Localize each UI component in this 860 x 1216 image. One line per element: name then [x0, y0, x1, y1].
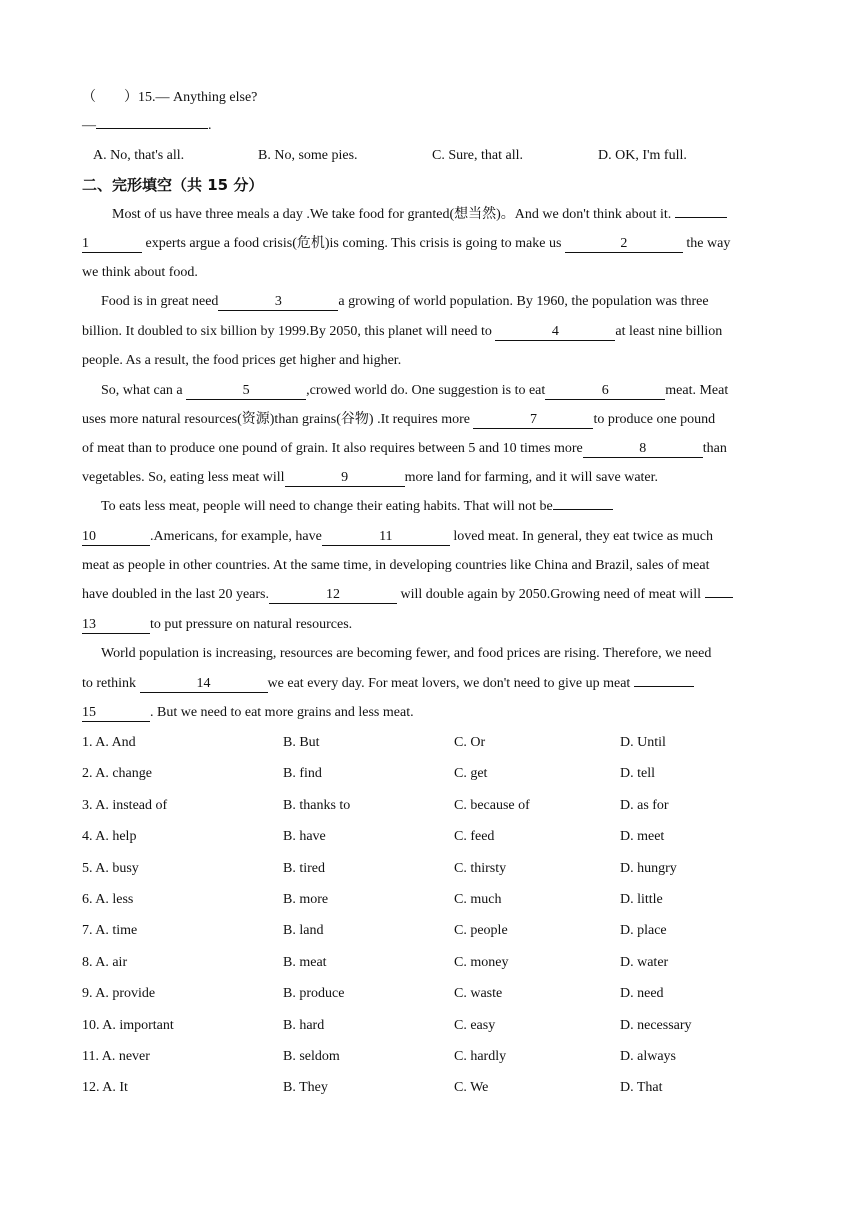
option-b: B. No, some pies. [258, 148, 358, 163]
blank-8: 8 [583, 441, 703, 458]
blank-4: 4 [495, 324, 615, 341]
answer-blank [96, 128, 208, 129]
blank-14: 14 [140, 676, 268, 693]
question-15-answer-line [82, 116, 782, 136]
passage-line [101, 292, 782, 312]
question-15-stem [82, 88, 782, 108]
option-c: C. people [454, 923, 508, 938]
text: loved meat. In general, they eat twice as much [453, 529, 713, 544]
text: to produce one pound [593, 412, 716, 427]
blank-15-lead [634, 686, 694, 687]
dash: — [82, 118, 96, 133]
option-d: D. need [620, 986, 664, 1001]
passage-line: World population is increasing, resources are becoming fewer, and food prices are rising. Therefore, we need [101, 646, 712, 661]
text: to put pressure on natural resources. [150, 617, 353, 632]
text: the way [686, 236, 731, 251]
text: more land for farming, and it will save water. [404, 470, 659, 485]
passage-line [82, 674, 782, 694]
text: billion. It doubled to six billion by 1999.By 2050, this planet will need to [82, 324, 492, 339]
passage-line [82, 322, 782, 342]
text: . But we need to eat more grains and less meat. [150, 705, 414, 720]
option-a: 11. A. never [82, 1049, 150, 1064]
option-d: D. tell [620, 766, 655, 781]
option-d: D. Until [620, 735, 666, 750]
option-row [82, 890, 782, 910]
text: we eat every day. For meat lovers, we don't need to give up meat [267, 676, 631, 691]
option-c: C. Or [454, 735, 486, 750]
passage-line [101, 497, 782, 517]
text: Food is in great need [101, 294, 219, 309]
passage-line [82, 410, 782, 430]
option-a: 5. A. busy [82, 861, 139, 876]
text: ,crowed world do. One suggestion is to eat [306, 383, 546, 398]
section-heading: 二、完形填空（共 15 分） [82, 176, 264, 194]
option-a: 3. A. instead of [82, 798, 168, 813]
passage-line [82, 615, 782, 635]
option-c: C. feed [454, 829, 495, 844]
passage-line [101, 381, 782, 401]
text: will double again by 2050.Growing need of meat will [400, 587, 702, 602]
option-c: C. money [454, 955, 509, 970]
text: experts argue a food crisis(危机)is coming. This crisis is going to make us [145, 236, 562, 251]
option-b: B. land [283, 923, 324, 938]
text: meat. Meat [665, 383, 729, 398]
option-d: D. That [620, 1080, 663, 1095]
option-b: B. They [283, 1080, 328, 1095]
passage-line [82, 234, 782, 254]
option-c: C. Sure, that all. [432, 148, 523, 163]
passage-line [82, 527, 782, 547]
answer-paren: （ ） [82, 90, 138, 105]
passage-line [82, 468, 782, 488]
blank-13-lead [705, 597, 733, 598]
option-a: 8. A. air [82, 955, 128, 970]
option-a: 10. A. important [82, 1018, 174, 1033]
option-c: C. easy [454, 1018, 496, 1033]
option-b: B. tired [283, 861, 325, 876]
option-a: 1. A. And [82, 735, 136, 750]
text: a growing of world population. By 1960, the population was three [338, 294, 709, 309]
option-d: D. little [620, 892, 663, 907]
option-row [82, 1047, 782, 1067]
option-c: C. waste [454, 986, 503, 1001]
text: have doubled in the last 20 years. [82, 587, 270, 602]
option-a: 9. A. provide [82, 986, 156, 1001]
passage-line: we think about food. [82, 265, 198, 280]
blank-10: 10 [82, 529, 150, 546]
text: of meat than to produce one pound of grain. It also requires between 5 and 10 times more [82, 441, 583, 456]
option-b: B. hard [283, 1018, 325, 1033]
option-d: D. hungry [620, 861, 677, 876]
option-c: C. much [454, 892, 502, 907]
option-row [82, 921, 782, 941]
option-d: D. necessary [620, 1018, 692, 1033]
option-d: D. meet [620, 829, 665, 844]
blank-1-lead [675, 217, 727, 218]
text: Most of us have three meals a day .We take food for granted(想当然)。And we don't think about it. [112, 207, 672, 222]
blank-13: 13 [82, 617, 150, 634]
option-b: B. meat [283, 955, 327, 970]
blank-12: 12 [269, 587, 397, 604]
text: .Americans, for example, have [150, 529, 322, 544]
blank-6: 6 [545, 383, 665, 400]
option-row [82, 1078, 782, 1098]
blank-9: 9 [285, 470, 405, 487]
option-row [82, 796, 782, 816]
text: at least nine billion [615, 324, 723, 339]
option-b: B. find [283, 766, 322, 781]
blank-2: 2 [565, 236, 683, 253]
text: to rethink [82, 676, 137, 691]
option-d: D. as for [620, 798, 669, 813]
option-c: C. because of [454, 798, 530, 813]
option-c: C. thirsty [454, 861, 507, 876]
option-a: 6. A. less [82, 892, 134, 907]
blank-10-lead [553, 509, 613, 510]
text: vegetables. So, eating less meat will [82, 470, 285, 485]
option-a: 4. A. help [82, 829, 137, 844]
passage-line: meat as people in other countries. At the same time, in developing countries like China and Brazil, sales of meat [82, 558, 710, 573]
option-a: A. No, that's all. [93, 148, 185, 163]
blank-1: 1 [82, 236, 142, 253]
option-a: 12. A. It [82, 1080, 128, 1095]
option-row [82, 827, 782, 847]
passage-line [82, 585, 782, 605]
question-15-text: 15.— Anything else? [138, 90, 258, 105]
blank-7: 7 [473, 412, 593, 429]
option-row [82, 953, 782, 973]
option-b: B. thanks to [283, 798, 351, 813]
blank-5: 5 [186, 383, 306, 400]
blank-3: 3 [218, 294, 338, 311]
option-d: D. always [620, 1049, 676, 1064]
passage-line: people. As a result, the food prices get higher and higher. [82, 353, 402, 368]
option-b: B. produce [283, 986, 345, 1001]
blank-11: 11 [322, 529, 450, 546]
option-a: 7. A. time [82, 923, 138, 938]
option-c: C. hardly [454, 1049, 507, 1064]
text: To eats less meat, people will need to change their eating habits. That will not be [101, 499, 553, 514]
option-b: B. have [283, 829, 326, 844]
option-b: B. But [283, 735, 320, 750]
passage-line [82, 439, 782, 459]
option-c: C. We [454, 1080, 489, 1095]
option-a: 2. A. change [82, 766, 152, 781]
option-b: B. seldom [283, 1049, 340, 1064]
text: than [702, 441, 727, 456]
passage-line [82, 703, 782, 723]
period: . [208, 118, 212, 133]
option-d: D. place [620, 923, 667, 938]
text: uses more natural resources(资源)than grains(谷物) .It requires more [82, 412, 470, 427]
question-15-options [93, 146, 793, 166]
text: So, what can a [101, 383, 183, 398]
option-row [82, 733, 782, 753]
option-row [82, 859, 782, 879]
passage-line [112, 205, 782, 225]
option-d: D. water [620, 955, 669, 970]
option-b: B. more [283, 892, 329, 907]
option-c: C. get [454, 766, 488, 781]
option-d: D. OK, I'm full. [598, 148, 687, 163]
option-row [82, 984, 782, 1004]
option-row [82, 1016, 782, 1036]
blank-15: 15 [82, 705, 150, 722]
option-row [82, 764, 782, 784]
